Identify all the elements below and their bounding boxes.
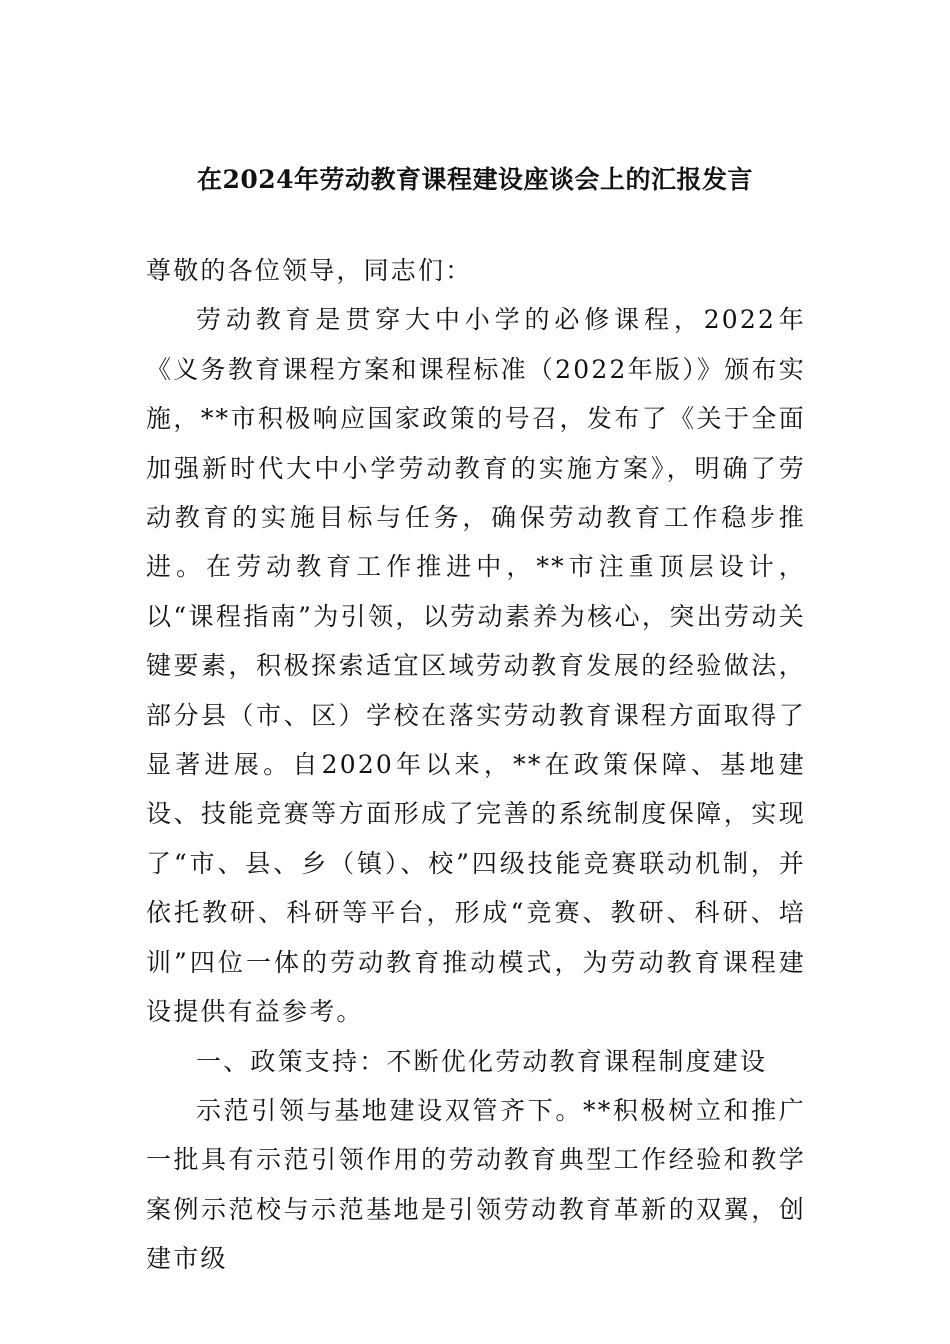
document-title: 在2024年劳动教育课程建设座谈会上的汇报发言 (196, 165, 754, 194)
section-paragraph: 示范引领与基地建设双管齐下。**积极树立和推广一批具有示范引领作用的劳动教育典型工作经验和教学案例示范校与示范基地是引领劳动教育革新的双翼，创建市级 (146, 1095, 806, 1274)
section-heading: 一、政策支持：不断优化劳动教育课程制度建设 (196, 1046, 768, 1076)
document-body (146, 246, 806, 1284)
intro-paragraph: 劳动教育是贯穿大中小学的必修课程，2022年《义务教育课程方案和课程标准（2022年版）》颁布实施，**市积极响应国家政策的号召，发布了《关于全面加强新时代大中小学劳动教育的实施方案》，明确了劳动教育的实施目标与任务，确保劳动教育工作稳步推进。在劳动教育工作推进中，**市注重顶层设计，以“课程指南”为引领，以劳动素养为核心，突出劳动关键要素，积极探索适宜区域劳动教育发展的经验做法，部分县（市、区）学校在落实劳动教育课程方面取得了显著进展。自2020年以来，**在政策保障、基地建设、技能竞赛等方面形成了完善的系统制度保障，实现了“市、县、乡（镇）、校”四级技能竞赛联动机制，并依托教研、科研等平台，形成“竞赛、教研、科研、培训”四位一体的劳动教育推动模式，为劳动教育课程建设提供有益参考。 (146, 305, 806, 1027)
salutation: 尊敬的各位领导，同志们： (146, 256, 473, 285)
